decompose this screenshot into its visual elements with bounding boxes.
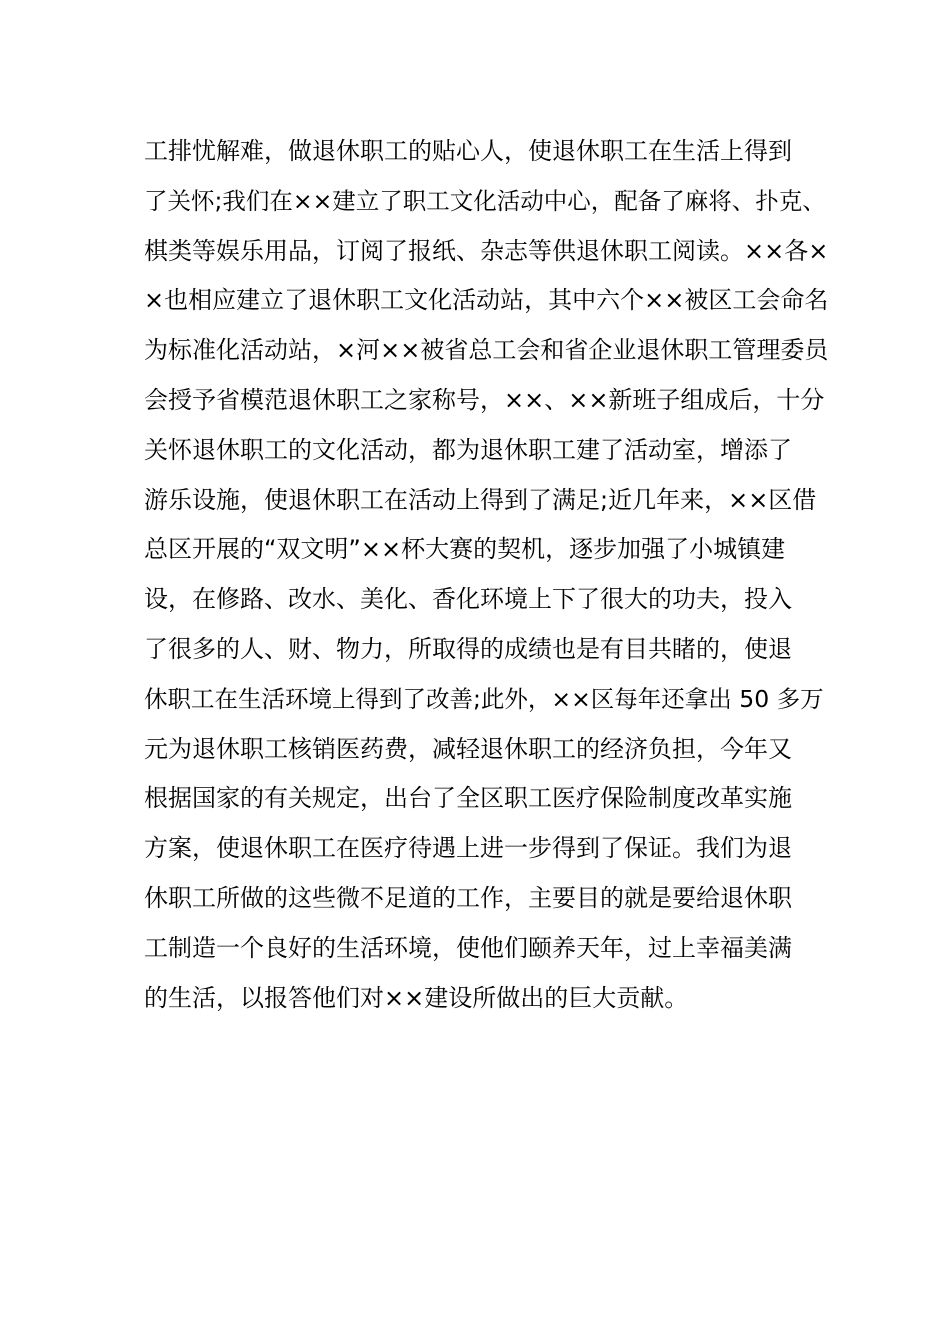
text-line: 方案，使退休职工在医疗待遇上进一步得到了保证。我们为退 <box>144 834 792 863</box>
text-line: 总区开展的“双文明”××杯大赛的契机，逐步加强了小城镇建 <box>144 535 786 564</box>
text-line: 的生活，以报答他们对××建设所做出的巨大贡献。 <box>144 983 689 1012</box>
text-line: 工制造一个良好的生活环境，使他们颐养天年，过上幸福美满 <box>144 933 792 962</box>
text-line: 元为退休职工核销医药费，减轻退休职工的经济负担，今年又 <box>144 734 792 763</box>
text-line: 游乐设施，使退休职工在活动上得到了满足;近几年来，××区借 <box>144 485 817 514</box>
text-line: 会授予省模范退休职工之家称号，××、××新班子组成后，十分 <box>144 385 825 414</box>
text-line: 关怀退休职工的文化活动，都为退休职工建了活动室，增添了 <box>144 435 792 464</box>
text-line: 休职工所做的这些微不足道的工作，主要目的就是要给退休职 <box>144 883 792 912</box>
text-line: 休职工在生活环境上得到了改善;此外，××区每年还拿出 50 多万 <box>144 684 824 713</box>
text-line: 根据国家的有关规定，出台了全区职工医疗保险制度改革实施 <box>144 784 792 813</box>
body-paragraph <box>144 127 829 1023</box>
text-line: 棋类等娱乐用品，订阅了报纸、杂志等供退休职工阅读。××各× <box>144 236 829 265</box>
text-line: 了关怀;我们在××建立了职工文化活动中心，配备了麻将、扑克、 <box>144 186 826 215</box>
text-line: 为标准化活动站，×河××被省总工会和省企业退休职工管理委员 <box>144 336 829 365</box>
text-line: ×也相应建立了退休职工文化活动站，其中六个××被区工会命名 <box>144 286 829 315</box>
text-line: 设，在修路、改水、美化、香化环境上下了很大的功夫，投入 <box>144 585 792 614</box>
text-line: 工排忧解难，做退休职工的贴心人，使退休职工在生活上得到 <box>144 137 792 165</box>
text-line: 了很多的人、财、物力，所取得的成绩也是有目共睹的，使退 <box>144 634 792 663</box>
